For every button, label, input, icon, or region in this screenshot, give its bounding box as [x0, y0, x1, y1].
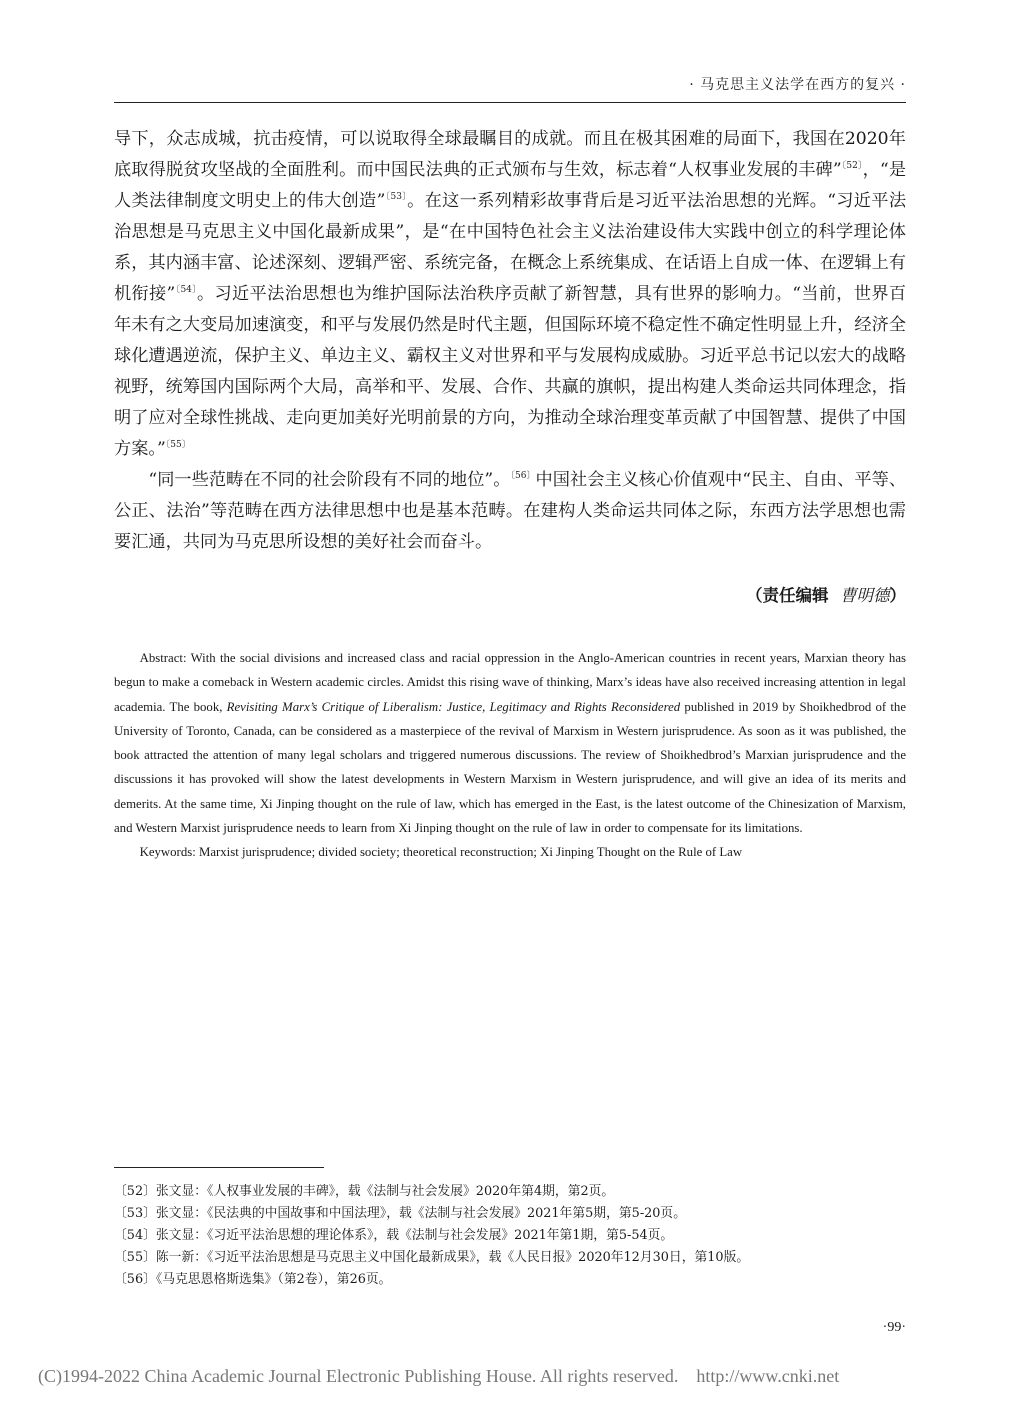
- text-run: 导下，众志成城，抗击疫情，可以说取得全球最瞩目的成就。而且在极其困难的局面下，我国在2020年底取得脱贫攻坚战的全面胜利。而中国民法典的正式颁布与生效，标志着“人权事业发展的丰碑”: [114, 129, 906, 180]
- text-run: 。在这一系列精彩故事背后是习近平法治思想的光辉。“习近平法治思想是马克思主义中国化最新成果”，是“在中国特色社会主义法治建设伟大实践中创立的科学理论体系，其内涵丰富、论述深刻、逻辑严密、系统完备，在概念上系统集成、在话语上自成一体、在逻辑上有机衔接”: [114, 191, 907, 304]
- text-run: “同一些范畴在不同的社会阶段有不同的地位”。: [148, 470, 511, 490]
- abstract-paragraph: [114, 646, 906, 840]
- footnote-ref-55[interactable]: 〔55〕: [165, 440, 191, 450]
- book-title: Revisiting Marx’s Critique of Liberalism: Justice, Legitimacy and Rights Reconsidered: [226, 699, 681, 714]
- copyright-url[interactable]: http://www.cnki.net: [696, 1366, 840, 1386]
- text-run: 。习近平法治思想也为维护国际法治秩序贡献了新智慧，具有世界的影响力。“当前，世界百年未有之大变局加速演变，和平与发展仍然是时代主题，但国际环境不稳定性不确定性明显上升，经济全球化遭遇逆流，保护主义、单边主义、霸权主义对世界和平与发展构成威胁。习近平总书记以宏大的战略视野，统筹国内国际两个大局，高举和平、发展、合作、共赢的旗帜，提出构建人类命运共同体理念，指明了应对全球性挑战、走向更加美好光明前景的方向，为推动全球治理变革贡献了中国智慧、提供了中国方案。”: [114, 284, 907, 459]
- editor-close: ）: [889, 586, 906, 605]
- text-run: 中国社会主义核心价值观中“民主、自由、平等、公正、法治”等范畴在西方法律思想中也是基本范畴。在建构人类命运共同体之际，东西方法学思想也需要汇通，共同为马克思所设想的美好社会而奋斗。: [114, 470, 907, 552]
- footnote-ref-54[interactable]: 〔54〕: [175, 285, 198, 295]
- footnote-54: 〔54〕张文显：《习近平法治思想的理论体系》，载《法制与社会发展》2021年第1期，第5-54页。: [114, 1228, 674, 1243]
- body-paragraph-2: [114, 465, 906, 558]
- copyright-text: (C)1994-2022 China Academic Journal Electronic Publishing House. All rights reserved.: [38, 1366, 679, 1386]
- footnote-ref-53[interactable]: 〔53〕: [385, 192, 408, 202]
- footnote-55: 〔55〕陈一新：《习近平法治思想是马克思主义中国化最新成果》，载《人民日报》2020年12月30日，第10版。: [114, 1250, 750, 1265]
- abstract-label: Abstract:: [139, 651, 187, 665]
- abstract-text: With the social divisions and increased class and racial oppression in the Anglo-American countries in recent years, Marxian theory has begun to make a comeback in Western academic circles. Amidst this rising wave of thinking, Marx’s ideas have also received increasing attention in legal academia. The book,: [114, 651, 906, 714]
- keywords-text: Marxist jurisprudence; divided society; theoretical reconstruction; Xi Jinping Thought on the Rule of Law: [195, 845, 743, 860]
- footnote-56: 〔56〕《马克思恩格斯选集》（第2卷），第26页。: [114, 1272, 392, 1287]
- footnote-53: 〔53〕张文显：《民法典的中国故事和中国法理》，载《法制与社会发展》2021年第5期，第5-20页。: [114, 1206, 687, 1221]
- abstract-section: [114, 646, 906, 865]
- keywords-label: Keywords:: [139, 845, 196, 860]
- editor-label: （责任编辑: [746, 586, 829, 605]
- footnotes: [114, 1181, 906, 1291]
- copyright-notice: [38, 1366, 839, 1387]
- footnote-52: 〔52〕张文显：《人权事业发展的丰碑》，载《法制与社会发展》2020年第4期，第2页。: [114, 1184, 615, 1199]
- responsible-editor: [746, 582, 906, 606]
- footnote-rule: [114, 1167, 324, 1168]
- keywords-paragraph: [114, 840, 906, 864]
- footnote-ref-56[interactable]: 〔56〕: [510, 471, 536, 481]
- running-header: · 马克思主义法学在西方的复兴 ·: [689, 77, 906, 93]
- editor-name: 曹明德: [840, 586, 890, 605]
- body-paragraph-1: [114, 124, 906, 465]
- text-run: ，“是人类法律制度文明史上的伟大创造”: [114, 160, 907, 211]
- header-rule: [114, 102, 906, 103]
- footnote-ref-52[interactable]: 〔52〕: [841, 161, 863, 171]
- abstract-text: published in 2019 by Shoikhedbrod of the University of Toronto, Canada, can be considered as a masterpiece of the revival of Marxism in Western jurisprudence. As soon as it was published, the book attracted the attention of many legal scholars and triggered numerous discussions. The review of Shoikhedbrod’s Marxian jurisprudence and the discussions it has provoked will show the latest developments in Western Marxism in Western jurisprudence, and will give an idea of its merits and demerits. At the same time, Xi Jinping thought on the rule of law, which has emerged in the East, is the latest outcome of the Chinesization of Marxism, and Western Marxist jurisprudence needs to learn from Xi Jinping thought on the rule of law in order to compensate for its limitations.: [114, 699, 907, 836]
- page-number: ·99·: [882, 1320, 906, 1335]
- body-text: [114, 124, 906, 558]
